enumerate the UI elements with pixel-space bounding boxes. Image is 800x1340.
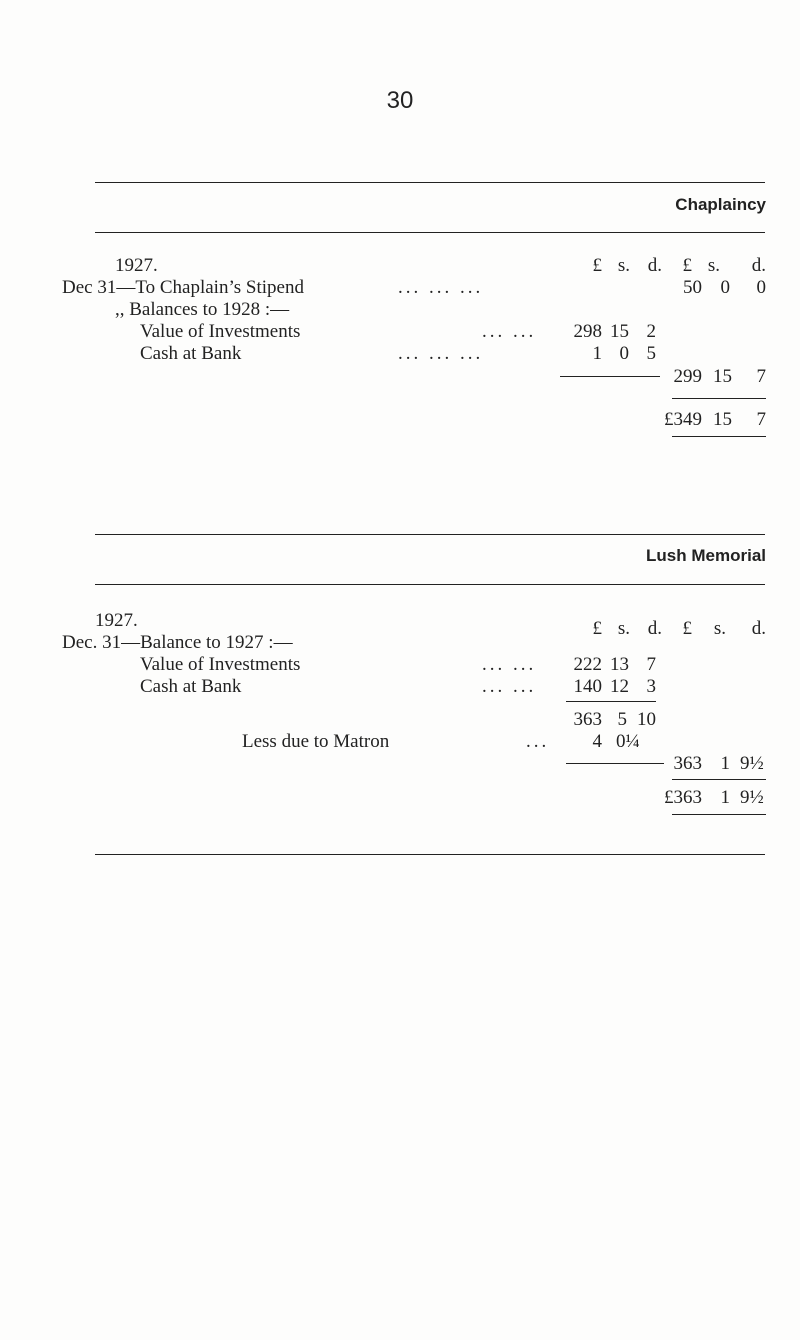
total-rule [672, 398, 766, 399]
amount-pence: 5 [646, 343, 656, 364]
year-label: 1927. [115, 255, 158, 276]
amount-pounds: 1 [592, 343, 602, 364]
shillings-head: s. [617, 618, 630, 639]
subtotal-rule [566, 701, 656, 702]
row-label: Dec. 31—Balance to 1927 :— [62, 632, 293, 653]
amount-pounds: 363 [573, 709, 602, 730]
subtotal-dash [566, 763, 664, 764]
amount-pounds: 298 [573, 321, 602, 342]
leader-dots: ... ... ... [398, 277, 484, 298]
row-label: Dec 31—To Chaplain’s Stipend [62, 277, 304, 298]
section-bottom-rule [95, 854, 765, 855]
amount-pence: 0¼ [616, 731, 640, 752]
leader-dots: ... ... [482, 321, 537, 342]
section-title-rule [95, 232, 765, 233]
total-pounds: £363 [664, 787, 702, 808]
total-rule [672, 814, 766, 815]
pounds-head: £ [682, 255, 692, 276]
amount-shillings: 12 [610, 676, 629, 697]
total-shillings: 1 [720, 787, 730, 808]
section-top-rule [95, 182, 765, 183]
row-label: Value of Investments [140, 654, 301, 675]
amount-shillings: 0 [720, 277, 730, 298]
pence-head: d. [647, 255, 662, 276]
leader-dots: ... ... [482, 676, 537, 697]
amount-shillings: 15 [610, 321, 629, 342]
row-label: Less due to Matron [242, 731, 390, 752]
amount-shillings: 13 [610, 654, 629, 675]
leader-dots: ... [526, 731, 550, 752]
subtotal-dash [560, 376, 660, 377]
total-pence: 9½ [740, 787, 764, 808]
pounds-head: £ [592, 255, 602, 276]
page-number: 30 [386, 87, 414, 114]
section-top-rule [95, 534, 765, 535]
pence-head: d. [751, 255, 766, 276]
amount-pence: 10 [637, 709, 656, 730]
row-label: Cash at Bank [140, 343, 242, 364]
amount-shillings: 1 [720, 753, 730, 774]
section-title: Lush Memorial [646, 546, 766, 565]
total-pounds: £349 [664, 409, 702, 430]
amount-pence: 2 [646, 321, 656, 342]
pounds-head: £ [682, 618, 692, 639]
total-rule [672, 779, 766, 780]
amount-pence: 7 [756, 366, 766, 387]
section-title-rule [95, 584, 765, 585]
amount-shillings: 5 [617, 709, 627, 730]
leader-dots: ... ... [482, 654, 537, 675]
amount-pounds: 50 [683, 277, 702, 298]
shillings-head: s. [707, 255, 720, 276]
amount-pence: 9½ [740, 753, 764, 774]
total-pence: 7 [756, 409, 766, 430]
amount-pounds: 299 [673, 366, 702, 387]
year-label: 1927. [95, 610, 138, 631]
amount-pence: 0 [756, 277, 766, 298]
pence-head: d. [647, 618, 662, 639]
section-title: Chaplaincy [675, 195, 766, 214]
leader-dots: ... ... ... [398, 343, 484, 364]
amount-pounds: 4 [592, 731, 602, 752]
amount-shillings: 15 [713, 366, 732, 387]
row-label: Value of Investments [140, 321, 301, 342]
total-rule [672, 436, 766, 437]
amount-pence: 3 [646, 676, 656, 697]
pounds-head: £ [592, 618, 602, 639]
shillings-head: s. [617, 255, 630, 276]
amount-pounds: 222 [573, 654, 602, 675]
amount-pence: 7 [646, 654, 656, 675]
total-shillings: 15 [713, 409, 732, 430]
amount-pounds: 363 [673, 753, 702, 774]
amount-shillings: 0 [619, 343, 629, 364]
row-label: ,, Balances to 1928 :— [115, 299, 290, 320]
pence-head: d. [751, 618, 766, 639]
amount-pounds: 140 [573, 676, 602, 697]
row-label: Cash at Bank [140, 676, 242, 697]
shillings-head: s. [713, 618, 726, 639]
